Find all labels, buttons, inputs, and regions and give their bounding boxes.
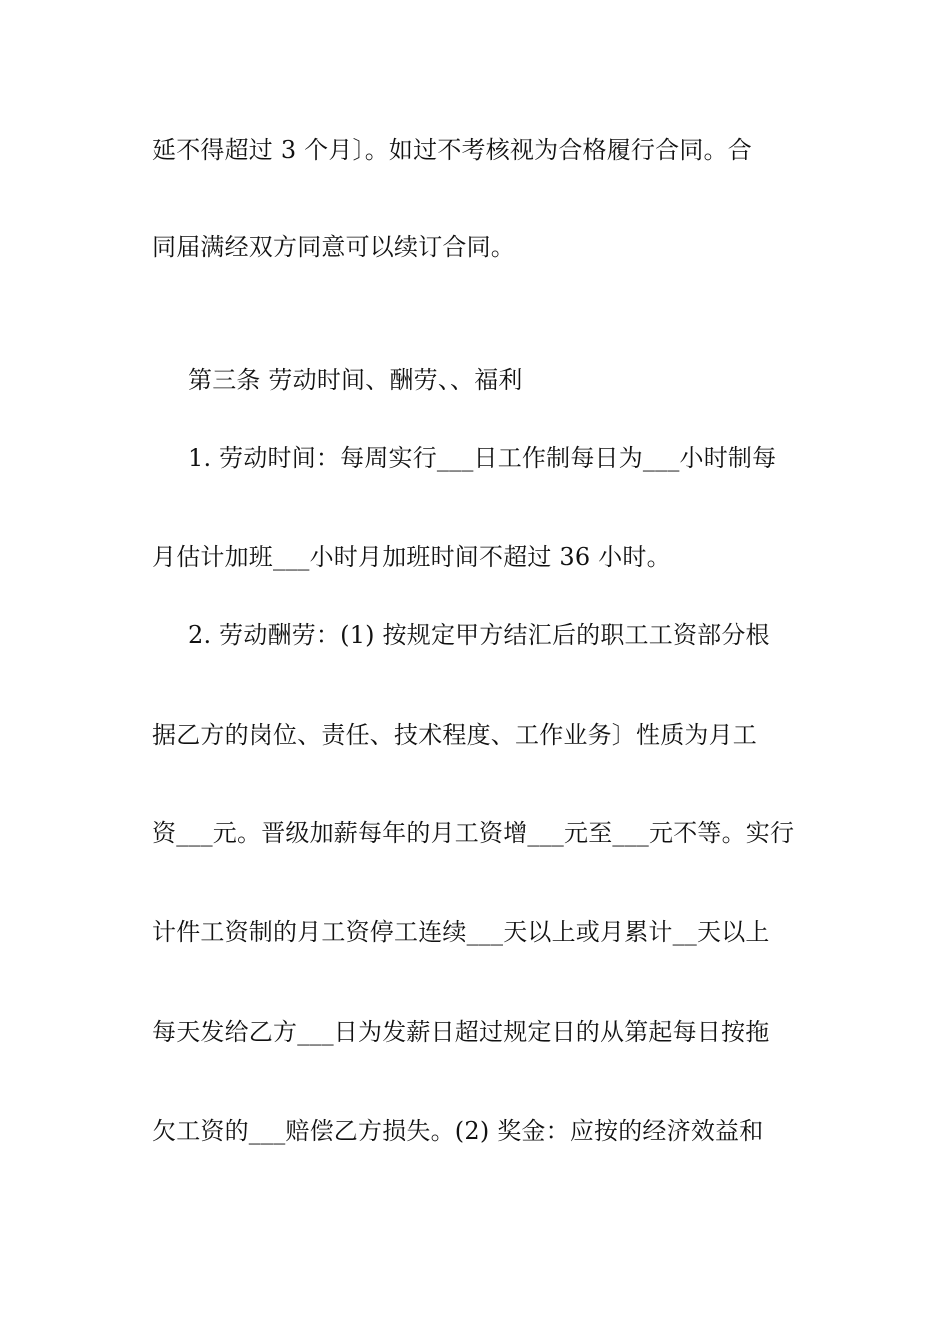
text-line-11: 欠工资的___赔偿乙方损失。(2) 奖金：应按的经济效益和 [152, 1117, 764, 1145]
text-line-8: 资___元。晋级加薪每年的月工资增___元至___元不等。实行 [152, 819, 795, 847]
text-line-2: 同届满经双方同意可以续订合同。 [152, 233, 515, 261]
text-line-10: 每天发给乙方___日为发薪日超过规定日的从第起每日按拖 [152, 1018, 770, 1046]
text-line-7: 据乙方的岗位、责任、技术程度、工作业务〕性质为月工 [152, 721, 757, 749]
text-line-4: 1. 劳动时间：每周实行___日工作制每日为___小时制每 [188, 444, 777, 472]
text-line-9: 计件工资制的月工资停工连续___天以上或月累计__天以上 [152, 918, 770, 946]
section-heading: 第三条 劳动时间、酬劳、、福利 [188, 366, 523, 394]
text-line-6: 2. 劳动酬劳：(1) 按规定甲方结汇后的职工工资部分根 [188, 621, 770, 649]
text-line-1: 延不得超过 3 个月〕。如过不考核视为合格履行合同。合 [152, 136, 752, 164]
text-line-5: 月估计加班___小时月加班时间不超过 36 小时。 [152, 543, 671, 571]
